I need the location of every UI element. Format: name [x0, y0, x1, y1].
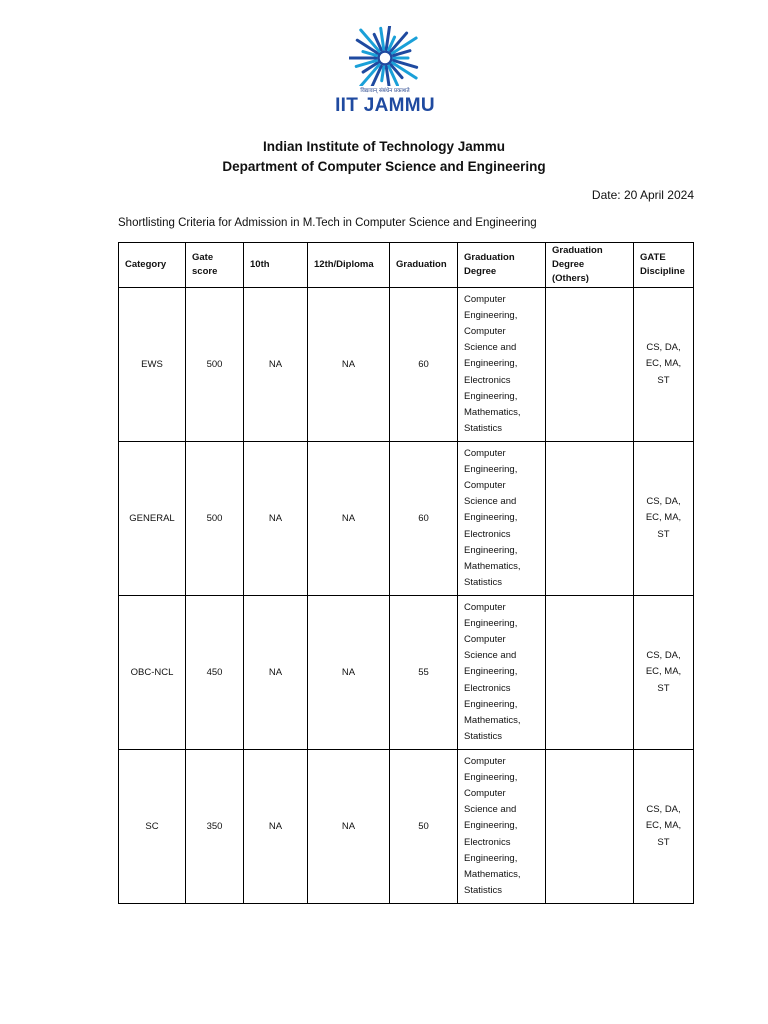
- document-caption: Shortlisting Criteria for Admission in M.Tech in Computer Science and Engineering: [118, 217, 537, 229]
- cell-graduation-degree-others: [546, 288, 634, 442]
- cell-gate-discipline: [634, 596, 694, 750]
- header-category: Category: [119, 243, 186, 288]
- logo-ray: [381, 28, 384, 49]
- degree-line: Engineering,: [464, 512, 518, 524]
- header-10th: 10th: [244, 243, 308, 288]
- cell-gate-score: 500: [186, 288, 244, 442]
- degree-line: Engineering,: [464, 390, 518, 402]
- degree-line: Statistics: [464, 577, 503, 589]
- cell-12th-diploma: NA: [308, 442, 390, 596]
- table-row: [119, 750, 694, 904]
- degree-line: Computer: [464, 633, 506, 645]
- cell-gate-score: 350: [186, 750, 244, 904]
- cell-graduation: 60: [390, 288, 458, 442]
- logo-tagline: विद्यावान् संबंधेन प्रकाशते: [360, 88, 410, 94]
- cell-graduation: 50: [390, 750, 458, 904]
- cell-graduation-degree: [458, 288, 546, 442]
- cell-graduation-degree: [458, 750, 546, 904]
- cell-10th: NA: [244, 596, 308, 750]
- header-graduation: Graduation: [390, 243, 458, 288]
- header-gate-discipline: GATE Discipline: [634, 243, 694, 288]
- degree-line: Computer: [464, 479, 506, 491]
- gate-line: ST: [657, 374, 670, 386]
- degree-line: Science and: [464, 496, 517, 508]
- cell-12th-diploma: NA: [308, 288, 390, 442]
- header-graduation-degree: Graduation Degree: [458, 243, 546, 288]
- degree-line: Electronics: [464, 682, 511, 694]
- cell-gate-score: 450: [186, 596, 244, 750]
- cell-10th: NA: [244, 750, 308, 904]
- header-gate-score: Gate score: [186, 243, 244, 288]
- cell-graduation: 60: [390, 442, 458, 596]
- gate-line: ST: [657, 682, 670, 694]
- cell-category: EWS: [119, 288, 186, 442]
- degree-line: Electronics: [464, 836, 511, 848]
- gate-line: CS, DA,: [646, 804, 681, 816]
- degree-line: Engineering,: [464, 852, 518, 864]
- degree-line: Engineering,: [464, 544, 518, 556]
- degree-line: Science and: [464, 804, 517, 816]
- document-date: Date: 20 April 2024: [591, 188, 694, 202]
- cell-gate-discipline: [634, 288, 694, 442]
- degree-line: Computer: [464, 601, 506, 613]
- degree-line: Engineering,: [464, 463, 518, 475]
- degree-line: Engineering,: [464, 698, 518, 710]
- degree-line: Computer: [464, 787, 506, 799]
- cell-graduation: 55: [390, 596, 458, 750]
- cell-gate-discipline: [634, 442, 694, 596]
- cell-gate-score: 500: [186, 442, 244, 596]
- degree-line: Computer: [464, 447, 506, 459]
- degree-line: Mathematics,: [464, 869, 521, 880]
- degree-line: Engineering,: [464, 309, 518, 321]
- gate-line: EC, MA,: [645, 666, 682, 678]
- degree-line: Mathematics,: [464, 407, 521, 418]
- degree-line: Mathematics,: [464, 561, 521, 572]
- header-12th-diploma: 12th/Diploma: [308, 243, 390, 288]
- degree-line: Engineering,: [464, 820, 518, 832]
- degree-line: Statistics: [464, 423, 503, 435]
- sunburst-emblem-icon: [349, 26, 421, 86]
- degree-line: Electronics: [464, 374, 511, 386]
- cell-10th: NA: [244, 442, 308, 596]
- degree-line: Engineering,: [464, 358, 518, 370]
- logo-name: IIT JAMMU: [335, 95, 435, 116]
- institute-name: Indian Institute of Technology Jammu: [262, 139, 505, 154]
- table-header-row: [119, 243, 694, 288]
- cell-category: GENERAL: [119, 442, 186, 596]
- table-row: [119, 442, 694, 596]
- cell-10th: NA: [244, 288, 308, 442]
- degree-line: Computer: [464, 293, 506, 305]
- gate-line: EC, MA,: [645, 512, 682, 524]
- cell-graduation-degree-others: [546, 442, 634, 596]
- degree-line: Science and: [464, 650, 517, 662]
- table-row: [119, 596, 694, 750]
- degree-line: Mathematics,: [464, 715, 521, 726]
- cell-gate-discipline: [634, 750, 694, 904]
- gate-line: CS, DA,: [646, 496, 681, 508]
- degree-line: Statistics: [464, 885, 503, 897]
- cell-graduation-degree-others: [546, 596, 634, 750]
- cell-graduation-degree: [458, 596, 546, 750]
- cell-graduation-degree: [458, 442, 546, 596]
- logo-ray: [382, 67, 384, 81]
- gate-line: ST: [657, 528, 670, 540]
- cell-12th-diploma: NA: [308, 750, 390, 904]
- degree-line: Computer: [464, 755, 506, 767]
- cell-category: OBC-NCL: [119, 596, 186, 750]
- degree-line: Engineering,: [464, 771, 518, 783]
- header-graduation-degree-others: Graduation Degree (Others): [546, 243, 634, 288]
- degree-line: Statistics: [464, 731, 503, 743]
- degree-line: Engineering,: [464, 666, 518, 678]
- degree-line: Electronics: [464, 528, 511, 540]
- cell-12th-diploma: NA: [308, 596, 390, 750]
- degree-line: Engineering,: [464, 617, 518, 629]
- degree-line: Science and: [464, 342, 517, 354]
- gate-line: EC, MA,: [645, 358, 682, 370]
- department-name: Department of Computer Science and Engineering: [222, 159, 546, 174]
- cell-graduation-degree-others: [546, 750, 634, 904]
- gate-line: EC, MA,: [645, 820, 682, 832]
- degree-line: Computer: [464, 325, 506, 337]
- gate-line: CS, DA,: [646, 342, 681, 354]
- cell-category: SC: [119, 750, 186, 904]
- criteria-table: [118, 242, 694, 904]
- iit-jammu-logo: [335, 26, 435, 120]
- gate-line: CS, DA,: [646, 650, 681, 662]
- gate-line: ST: [657, 836, 670, 848]
- table-row: [119, 288, 694, 442]
